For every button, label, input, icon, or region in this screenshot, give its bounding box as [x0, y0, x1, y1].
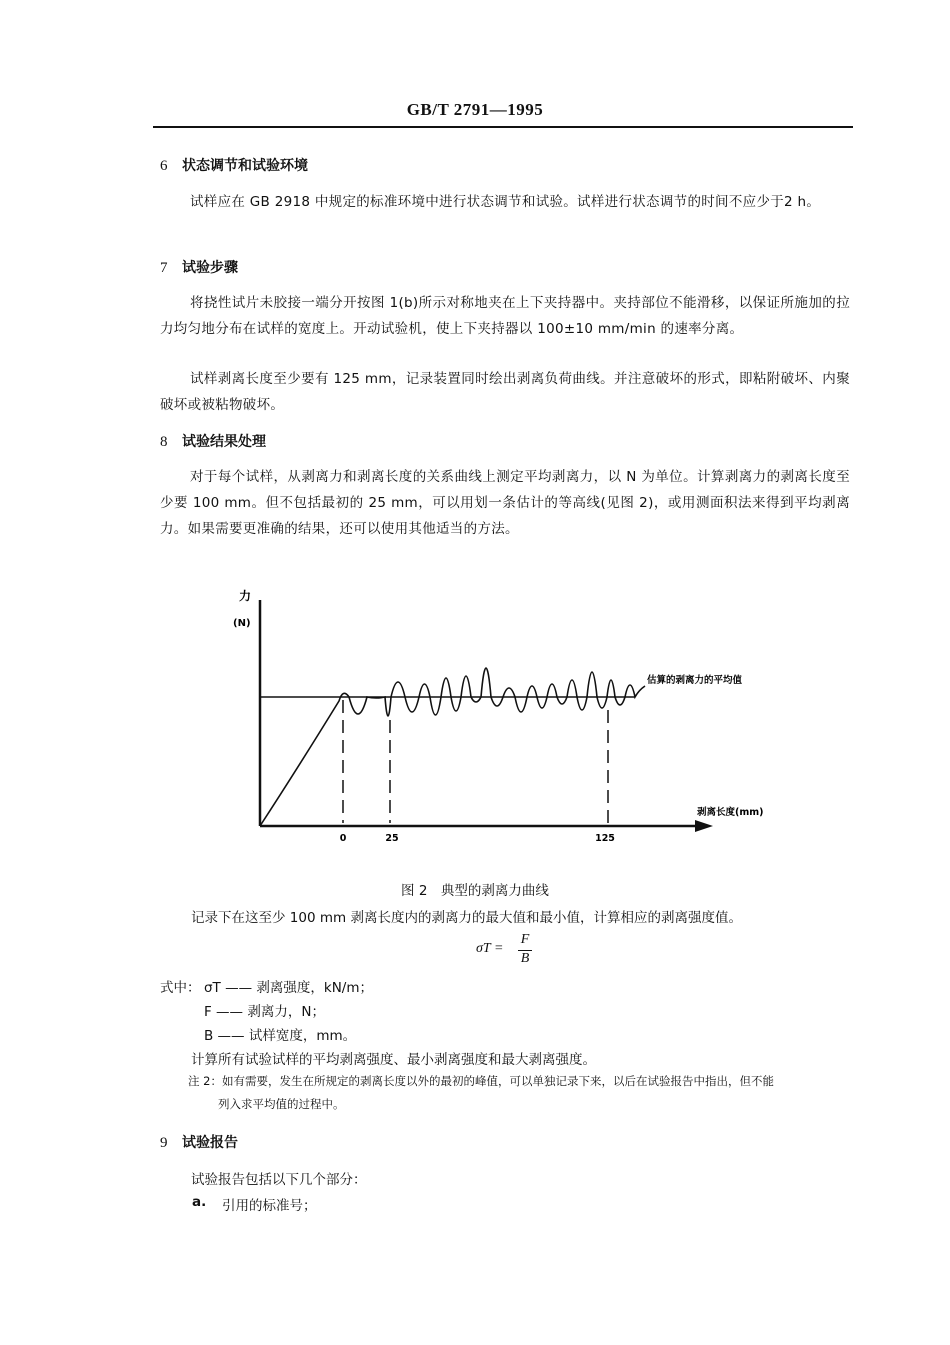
- section-6-number: 6: [160, 158, 168, 174]
- note-2-line-1: 注 2：如有需要，发生在所规定的剥离长度以外的最初的峰值，可以单独记录下来，以后在试验报告中指出，但不能: [188, 1074, 774, 1088]
- where-width: B —— 试样宽度，mm。: [204, 1028, 357, 1044]
- section-8-paragraph: 对于每个试样，从剥离力和剥离长度的关系曲线上测定平均剥离力，以 N 为单位。计算剥离力的剥离长度至少要 100 mm。但不包括最初的 25 mm，可以用划一条估计的等高线(见图 2)，或用测面积法来得到平均剥离力。如果需要更准确的结果，还可以使用其他适当的方法。: [160, 469, 850, 537]
- x-axis-label: 剥离长度(mm): [697, 807, 764, 818]
- note-2-line-2: 列入求平均值的过程中。: [218, 1097, 345, 1111]
- formula-denominator: B: [520, 951, 530, 966]
- formula: [476, 934, 556, 968]
- x-axis-arrow: [695, 820, 713, 832]
- page-header-standard-id: GB/T 2791—1995: [406, 100, 544, 119]
- x-tick-125: 125: [595, 833, 615, 844]
- section-9-heading: [160, 1132, 238, 1152]
- y-axis-unit: (N): [233, 618, 251, 629]
- list-item-a: 引用的标准号；: [222, 1198, 317, 1214]
- section-6-heading: [160, 155, 308, 175]
- section-8-title: 试验结果处理: [182, 434, 266, 450]
- where-force: F —— 剥离力，N；: [204, 1004, 325, 1020]
- section-7-paragraph-2: 试样剥离长度至少要有 125 mm，记录装置同时绘出剥离负荷曲线。并注意破坏的形式，即粘附破坏、内聚破坏或被粘物破坏。: [160, 371, 850, 413]
- y-axis-label: 力: [239, 589, 252, 603]
- header-rule: [153, 126, 853, 128]
- record-paragraph: 记录下在这至少 100 mm 剥离长度内的剥离力的最大值和最小值，计算相应的剥离强度值。: [191, 910, 742, 926]
- x-tick-0: 0: [339, 833, 347, 844]
- section-8-heading: [160, 431, 266, 451]
- peel-force-curve: [260, 668, 645, 826]
- figure-caption: 图 2 典型的剥离力曲线: [401, 883, 549, 899]
- section-9-paragraph: 试验报告包括以下几个部分：: [191, 1172, 367, 1188]
- section-8-number: 8: [160, 434, 168, 450]
- average-line-label: 估算的剥离力的平均值: [647, 675, 743, 686]
- where-label: 式中：: [160, 980, 201, 996]
- list-item-a-marker: a.: [192, 1194, 207, 1210]
- section-9-number: 9: [160, 1135, 168, 1151]
- compute-paragraph: 计算所有试验试样的平均剥离强度、最小剥离强度和最大剥离强度。: [191, 1052, 596, 1068]
- section-6-title: 状态调节和试验环境: [182, 158, 308, 174]
- section-9-title: 试验报告: [182, 1135, 238, 1151]
- section-7-number: 7: [160, 260, 168, 276]
- section-7-heading: [160, 257, 238, 277]
- formula-numerator: F: [520, 932, 530, 947]
- section-6-paragraph: 试样应在 GB 2918 中规定的标准环境中进行状态调节和试验。试样进行状态调节的时间不应少于2 h。: [190, 194, 821, 210]
- section-7-paragraph-1: 将挠性试片未胶接一端分开按图 1(b)所示对称地夹在上下夹持器中。夹持部位不能滑移，以保证所施加的拉力均匀地分布在试样的宽度上。开动试验机，使上下夹持器以 100±10 mm/min 的速率分离。: [160, 295, 850, 337]
- section-7-title: 试验步骤: [182, 260, 238, 276]
- where-sigma: σT —— 剥离强度，kN/m；: [204, 980, 374, 996]
- x-tick-25: 25: [385, 833, 399, 844]
- formula-lhs: σT =: [476, 941, 504, 956]
- peel-force-figure: [215, 580, 785, 850]
